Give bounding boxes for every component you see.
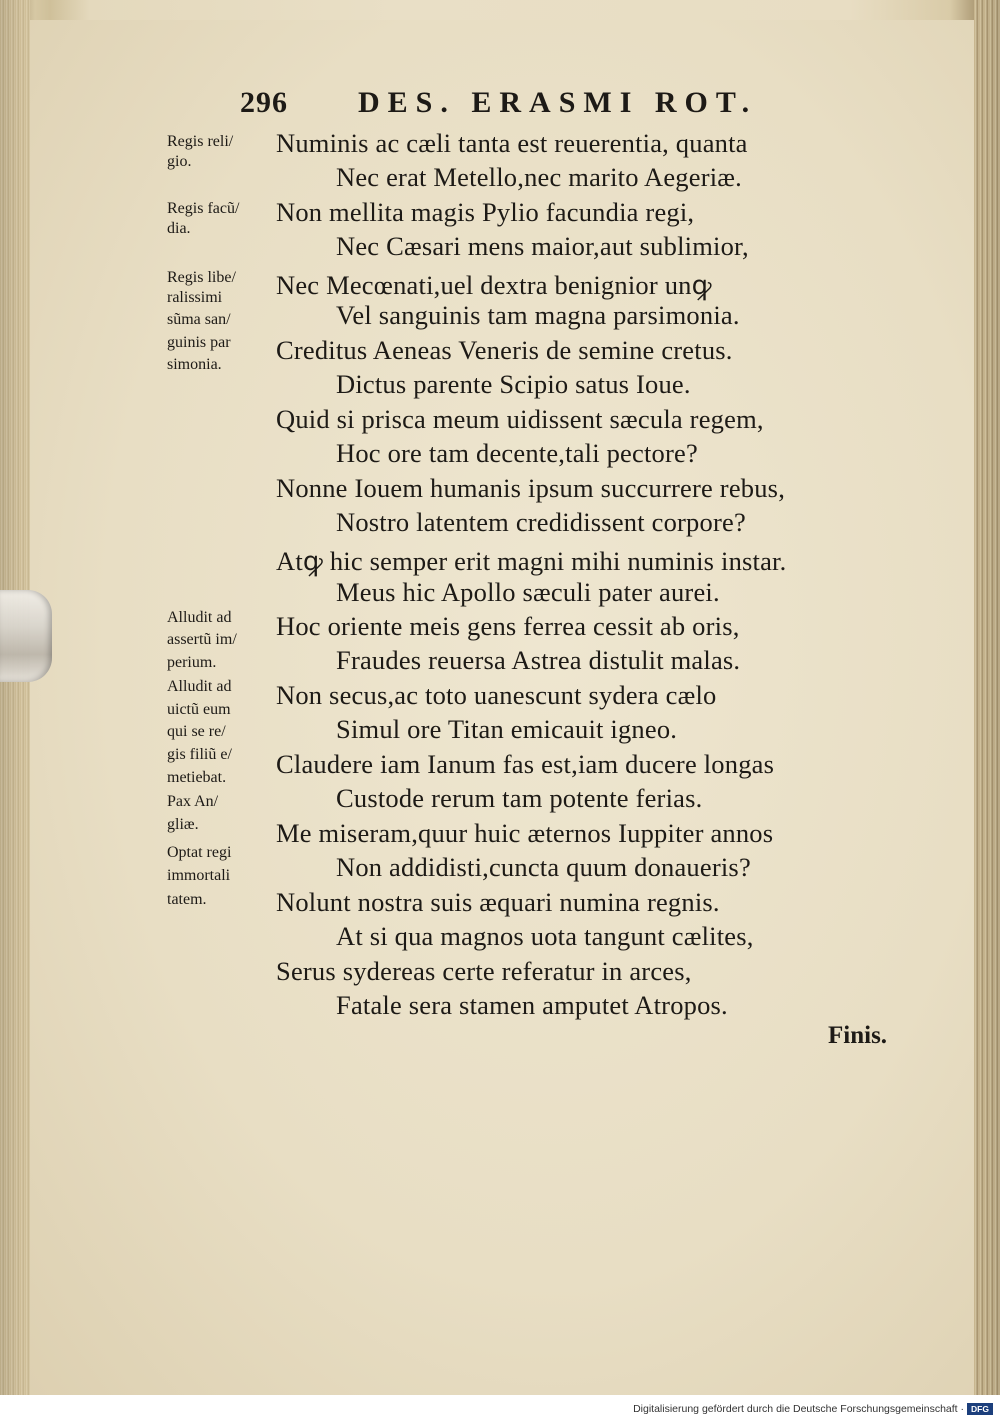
marginal-note: ralissimi — [167, 289, 223, 306]
page-clip — [0, 590, 52, 682]
verse-line: Non secus,ac toto uanescunt sydera cælo — [276, 680, 717, 710]
verse-line: Nonne Iouem humanis ipsum succurrere rebus, — [276, 473, 786, 503]
marginal-note: simonia. — [167, 356, 222, 373]
verse-line: At si qua magnos uota tangunt cælites, — [336, 921, 754, 951]
marginal-note: Regis reli/ — [167, 133, 234, 150]
verse-line: Hoc ore tam decente,tali pectore? — [336, 438, 698, 468]
verse-line: Vel sanguinis tam magna parsimonia. — [336, 300, 740, 330]
marginal-note: gliæ. — [167, 816, 199, 833]
dfg-logo: DFG — [967, 1403, 993, 1415]
page-edges-right — [974, 0, 1000, 1395]
verse-line: Fraudes reuersa Astrea distulit malas. — [336, 645, 741, 675]
verse-line: Non addidisti,cuncta quum donaueris? — [336, 852, 751, 882]
marginal-note: dia. — [167, 220, 191, 237]
marginal-note: Alludit ad — [167, 609, 232, 626]
verse-line: Simul ore Titan emicauit igneo. — [336, 714, 678, 744]
verse-line: Fatale sera stamen amputet Atropos. — [336, 990, 728, 1020]
marginal-note: assertũ im/ — [167, 631, 237, 648]
marginal-note: Regis libe/ — [167, 269, 236, 286]
verse-line: Non mellita magis Pylio facundia regi, — [276, 197, 695, 227]
page-header — [240, 86, 810, 126]
verse-line: Creditus Aeneas Veneris de semine cretus. — [276, 335, 733, 365]
verse-line: Claudere iam Ianum fas est,iam ducere longas — [276, 749, 775, 779]
marginal-note: Optat regi — [167, 844, 232, 861]
marginal-note: immortali — [167, 867, 231, 884]
verse-line: Custode rerum tam potente ferias. — [336, 783, 703, 813]
marginal-note: Alludit ad — [167, 678, 232, 695]
page-edges-left — [0, 0, 30, 1395]
verse-line: Nolunt nostra suis æquari numina regnis. — [276, 887, 720, 917]
marginal-note: Regis facũ/ — [167, 200, 240, 217]
page-number: 296 — [240, 86, 288, 119]
running-head: DES. ERASMI ROT. — [358, 86, 758, 119]
verse-line: Nostro latentem credidissent corpore? — [336, 507, 746, 537]
marginal-note: uictũ eum — [167, 701, 231, 718]
marginal-note: metiebat. — [167, 769, 227, 786]
verse-line: Nec erat Metello,nec marito Aegeriæ. — [336, 162, 743, 192]
finis-catchword: Finis. — [828, 1022, 888, 1049]
verse-line: Quid si prisca meum uidissent sæcula regem, — [276, 404, 764, 434]
marginal-note: guinis par — [167, 334, 231, 351]
verse-line: Dictus parente Scipio satus Ioue. — [336, 369, 691, 399]
marginal-note: Pax An/ — [167, 793, 219, 810]
marginal-note: tatem. — [167, 891, 207, 908]
verse-line: Nec Mecœnati,uel dextra benignior unꝙ — [276, 270, 712, 300]
marginal-note: sũma san/ — [167, 311, 231, 328]
marginal-note: gis filiũ e/ — [167, 746, 232, 763]
marginal-note: gio. — [167, 153, 192, 170]
verse-line: Meus hic Apollo sæculi pater aurei. — [336, 577, 720, 607]
verse-line: Me miseram,quur huic æternos Iuppiter annos — [276, 818, 774, 848]
marginal-note: perium. — [167, 654, 217, 671]
verse-line: Serus sydereas certe referatur in arces, — [276, 956, 692, 986]
verse-line: Hoc oriente meis gens ferrea cessit ab oris, — [276, 611, 740, 641]
verse-line: Numinis ac cæli tanta est reuerentia, quanta — [276, 128, 748, 158]
verse-line: Nec Cæsari mens maior,aut sublimior, — [336, 231, 749, 261]
funding-credit: Digitalisierung gefördert durch die Deutsche Forschungsgemeinschaft · — [633, 1403, 964, 1415]
verse-line: Atꝙ hic semper erit magni mihi numinis instar. — [276, 546, 787, 576]
marginal-note: qui se re/ — [167, 723, 226, 740]
